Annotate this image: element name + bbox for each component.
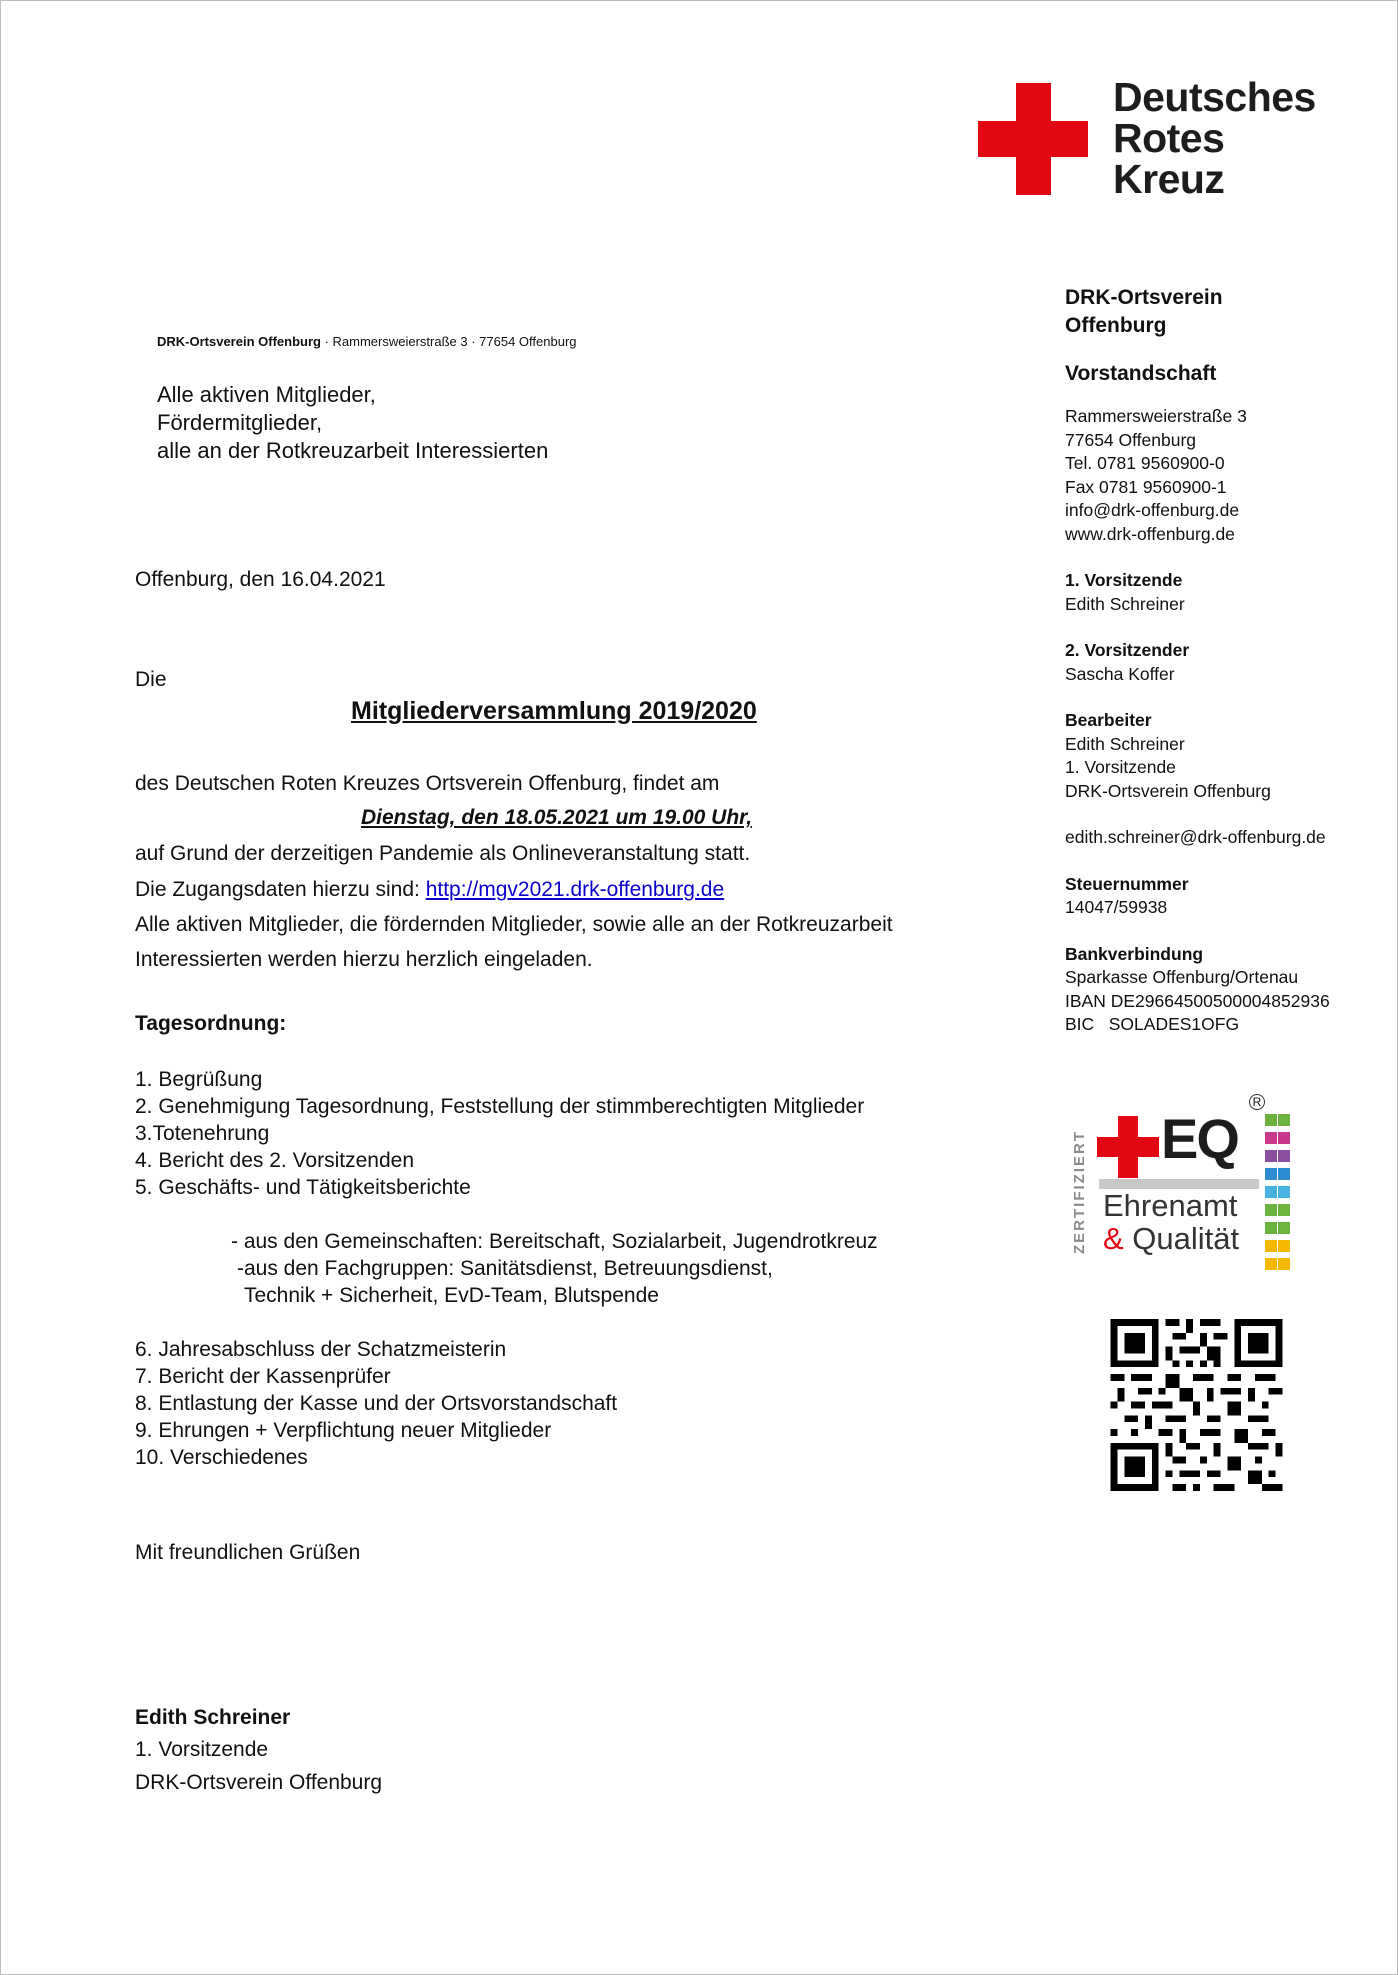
agenda-item: 2. Genehmigung Tagesordnung, Feststellung der stimmberechtigten Mitglieder bbox=[135, 1095, 865, 1118]
chair1-label: 1. Vorsitzende bbox=[1065, 570, 1183, 590]
signer-name: Edith Schreiner bbox=[135, 1706, 291, 1729]
chair2-label: 2. Vorsitzender bbox=[1065, 640, 1190, 660]
sidebar-contact bbox=[1065, 405, 1330, 546]
badge-line1: Ehrenamt bbox=[1103, 1188, 1238, 1223]
contact-line: 77654 Offenburg bbox=[1065, 429, 1197, 450]
agenda-item: 3.Totenehrung bbox=[135, 1122, 270, 1145]
editor-line: Edith Schreiner bbox=[1065, 733, 1185, 754]
agenda-list-a bbox=[135, 1066, 864, 1201]
badge-zertifiziert: ZERTIFIZIERT bbox=[1071, 1130, 1088, 1254]
agenda-item: 6. Jahresabschluss der Schatzmeisterin bbox=[135, 1338, 507, 1361]
intro-word: Die bbox=[135, 668, 167, 691]
agenda-item: 5. Geschäfts- und Tätigkeitsberichte bbox=[135, 1176, 471, 1199]
logo-line: Kreuz bbox=[1113, 156, 1225, 202]
red-cross-bar bbox=[978, 121, 1088, 157]
agenda-item: 8. Entlastung der Kasse und der Ortsvorstandschaft bbox=[135, 1392, 618, 1415]
event-date: Dienstag, den 18.05.2021 um 19.00 Uhr, bbox=[361, 806, 753, 829]
recipient-block bbox=[157, 381, 548, 465]
bank-line: BIC SOLADES1OFG bbox=[1065, 1014, 1240, 1034]
editor-line: DRK-Ortsverein Offenburg bbox=[1065, 780, 1271, 801]
access-link[interactable]: http://mgv2021.drk-offenburg.de bbox=[425, 878, 725, 901]
chair1-name: Edith Schreiner bbox=[1065, 593, 1185, 614]
body-line-3: Alle aktiven Mitglieder, die fördernden Mitglieder, sowie alle an der Rotkreuzarbeit bbox=[135, 913, 893, 936]
agenda-item: 7. Bericht der Kassenprüfer bbox=[135, 1365, 391, 1388]
agenda-sub-item: -aus den Fachgruppen: Sanitätsdienst, Betreuungsdienst, bbox=[237, 1257, 773, 1280]
agenda-heading: Tagesordnung: bbox=[135, 1012, 287, 1035]
bank-line: Sparkasse Offenburg/Ortenau bbox=[1065, 967, 1299, 987]
chair2-name: Sascha Koffer bbox=[1065, 663, 1175, 684]
body-line-4: Interessierten werden hierzu herzlich eingeladen. bbox=[135, 948, 593, 971]
contact-line: Rammersweierstraße 3 bbox=[1065, 406, 1247, 426]
contact-line: Fax 0781 9560900-1 bbox=[1065, 476, 1227, 497]
editor-email: edith.schreiner@drk-offenburg.de bbox=[1065, 827, 1326, 847]
bank-line: IBAN DE29664500500004852936 bbox=[1065, 990, 1330, 1011]
access-line bbox=[135, 878, 724, 902]
contact-email: info@drk-offenburg.de bbox=[1065, 500, 1240, 520]
recipient-line: alle an der Rotkreuzarbeit Interessierten bbox=[157, 438, 549, 463]
agenda-item: 4. Bericht des 2. Vorsitzenden bbox=[135, 1149, 414, 1172]
logo-line: Rotes bbox=[1113, 115, 1225, 161]
place-date: Offenburg, den 16.04.2021 bbox=[135, 568, 386, 591]
agenda-sub-item: - aus den Gemeinschaften: Bereitschaft, Sozialarbeit, Jugendrotkreuz bbox=[231, 1230, 878, 1253]
agenda-list-b bbox=[135, 1336, 617, 1471]
sidebar-org: DRK-Ortsverein bbox=[1065, 286, 1223, 309]
agenda-item: 10. Verschiedenes bbox=[135, 1446, 308, 1469]
agenda-sub-list bbox=[231, 1228, 878, 1309]
badge-cross-bar bbox=[1097, 1137, 1159, 1157]
logo-wordmark bbox=[1113, 74, 1316, 202]
badge-color-grid bbox=[1265, 1114, 1293, 1276]
eq-certification-badge bbox=[1071, 1094, 1297, 1259]
sidebar-board: Vorstandschaft bbox=[1065, 362, 1217, 385]
qr-code-icon bbox=[1109, 1319, 1284, 1491]
access-prefix: Die Zugangsdaten hierzu sind: bbox=[135, 878, 426, 901]
sender-line bbox=[157, 334, 577, 349]
agenda-item: 1. Begrüßung bbox=[135, 1068, 263, 1091]
agenda-item: 9. Ehrungen + Verpflichtung neuer Mitglieder bbox=[135, 1419, 552, 1442]
tax-label: Steuernummer bbox=[1065, 873, 1189, 894]
badge-line2 bbox=[1103, 1222, 1239, 1256]
body-line-1: des Deutschen Roten Kreuzes Ortsverein Offenburg, findet am bbox=[135, 772, 720, 795]
recipient-line: Alle aktiven Mitglieder, bbox=[157, 382, 376, 407]
contact-line: Tel. 0781 9560900-0 bbox=[1065, 453, 1225, 473]
closing: Mit freundlichen Grüßen bbox=[135, 1541, 361, 1564]
signer-org: DRK-Ortsverein Offenburg bbox=[135, 1771, 383, 1794]
badge-qualitaet: Qualität bbox=[1123, 1221, 1240, 1256]
contact-web: www.drk-offenburg.de bbox=[1065, 523, 1235, 544]
sidebar bbox=[1065, 284, 1330, 1037]
signer-role: 1. Vorsitzende bbox=[135, 1738, 269, 1761]
editor-line: 1. Vorsitzende bbox=[1065, 757, 1176, 777]
badge-amp: & bbox=[1103, 1221, 1124, 1256]
recipient-line: Fördermitglieder, bbox=[157, 410, 323, 435]
registered-icon: R bbox=[1249, 1094, 1265, 1110]
bank-label: Bankverbindung bbox=[1065, 943, 1204, 964]
editor-label: Bearbeiter bbox=[1065, 710, 1152, 730]
sender-org: DRK-Ortsverein Offenburg bbox=[157, 334, 321, 349]
tax-number: 14047/59938 bbox=[1065, 897, 1168, 917]
logo-line: Deutsches bbox=[1113, 74, 1316, 120]
sidebar-org: Offenburg bbox=[1065, 314, 1167, 337]
sender-address: · Rammersweierstraße 3 · 77654 Offenburg bbox=[320, 334, 577, 349]
agenda-sub-item: Technik + Sicherheit, EvD-Team, Blutspende bbox=[244, 1284, 659, 1307]
body-line-2: auf Grund der derzeitigen Pandemie als Onlineveranstaltung statt. bbox=[135, 842, 751, 865]
letter-title: Mitgliederversammlung 2019/2020 bbox=[351, 697, 757, 725]
badge-eq: EQ bbox=[1161, 1107, 1238, 1170]
